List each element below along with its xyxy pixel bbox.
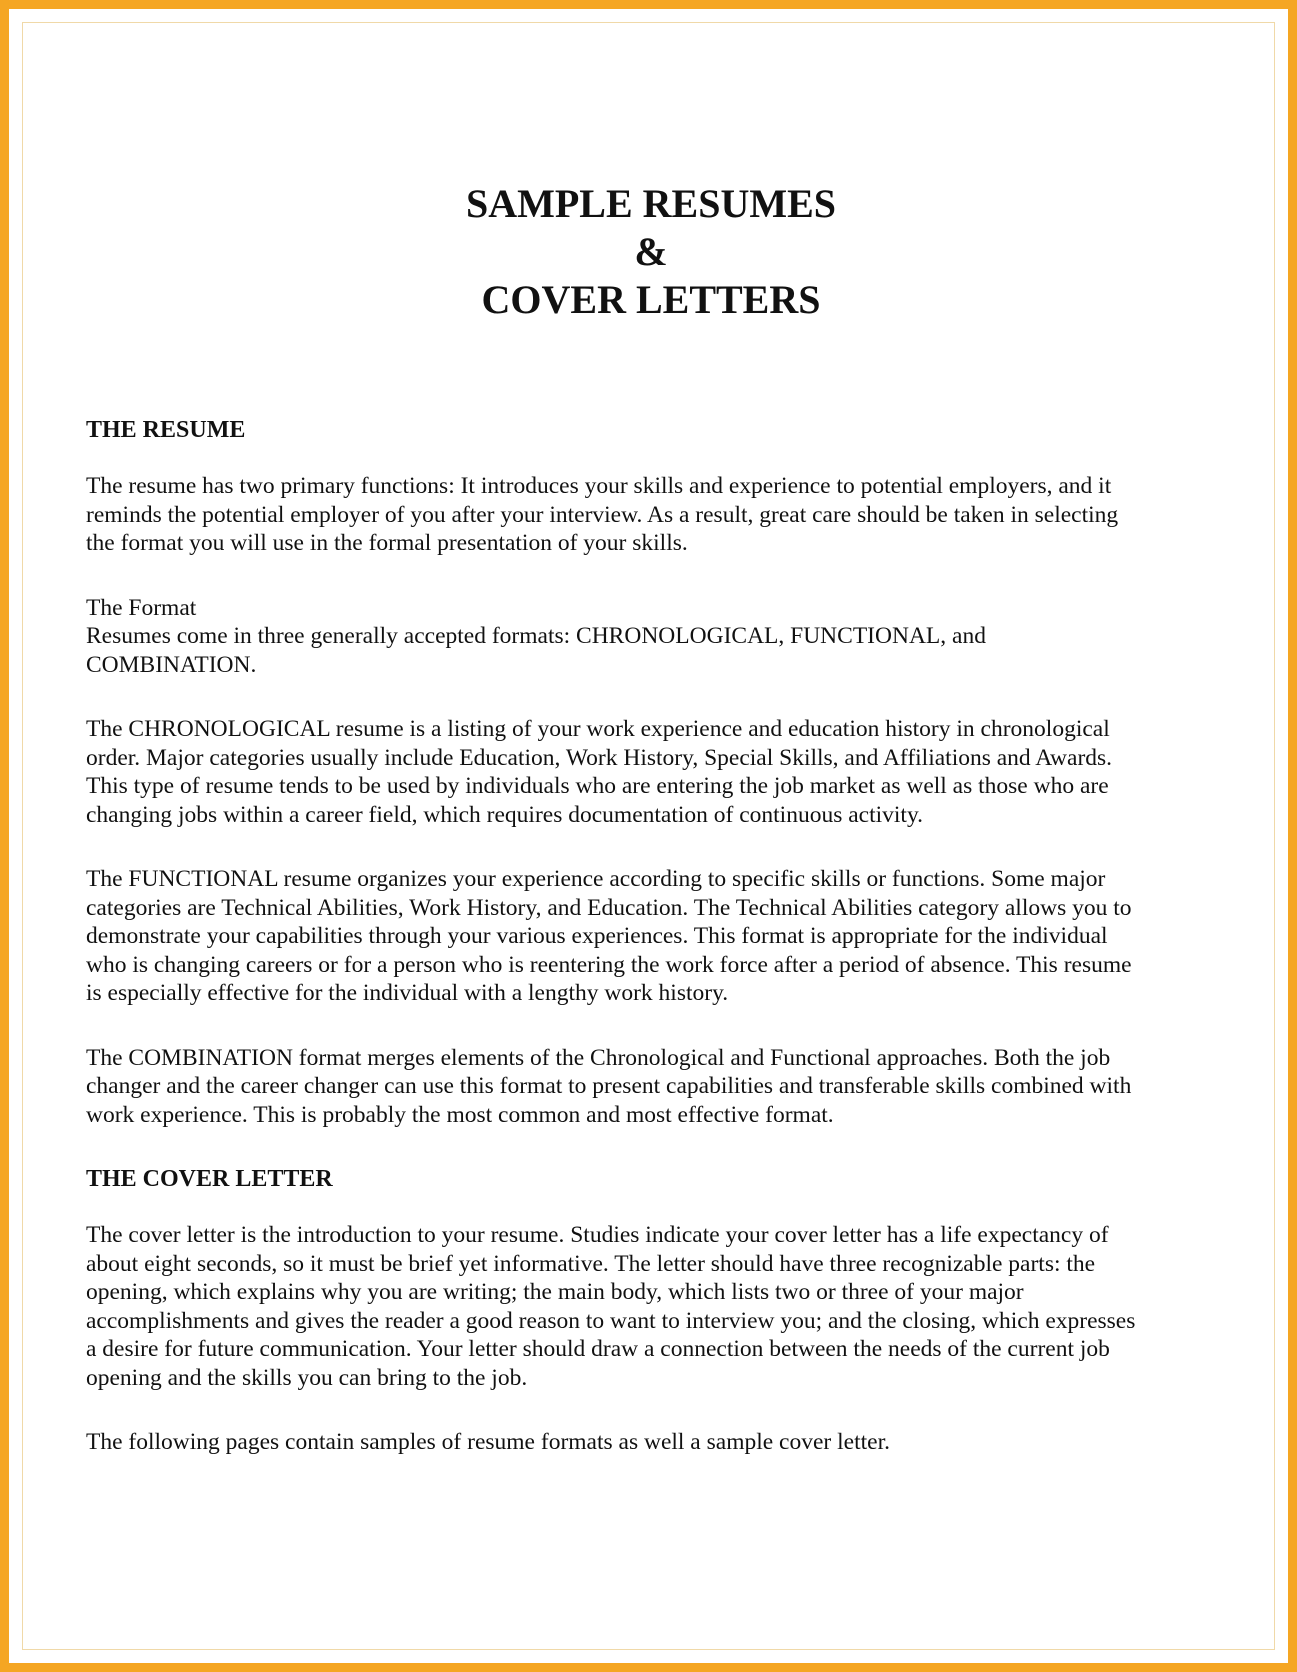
text-line: about eight seconds, so it must be brief yet informative. The letter should have three recognizable parts: the [86, 1250, 1096, 1277]
paragraph-combination [86, 1044, 1216, 1130]
paragraph-cover-letter-intro [86, 1221, 1216, 1392]
section-resume [86, 416, 1216, 1129]
text-line: is especially effective for the individual with a lengthy work history. [86, 980, 729, 1006]
document-body [86, 180, 1216, 1457]
text-line: order. Major categories usually include Education, Work History, Special Skills, and Affiliations and Awards. [86, 744, 1113, 771]
paragraph-format [86, 594, 1216, 680]
paragraph-following-pages [86, 1428, 1216, 1457]
section-cover-letter [86, 1165, 1216, 1457]
title-line-3: COVER LETTERS [481, 277, 821, 322]
text-line: reminds the potential employer of you after your interview. As a result, great care should be taken in selecting [86, 501, 1119, 528]
text-line: a desire for future communication. Your letter should draw a connection between the needs of the current job [86, 1336, 1110, 1362]
title-line-1: SAMPLE RESUMES [465, 181, 837, 226]
text-line: work experience. This is probably the most common and most effective format. [86, 1101, 834, 1128]
text-line: opening, which explains why you are writing; the main body, which lists two or three of your major [86, 1279, 1024, 1305]
document-title [86, 180, 1216, 324]
text-line: COMBINATION. [86, 651, 257, 678]
text-line: The CHRONOLOGICAL resume is a listing of your work experience and education history in chronological [86, 716, 1110, 742]
text-line: opening and the skills you can bring to the job. [86, 1364, 528, 1391]
text-line: categories are Technical Abilities, Work History, and Education. The Technical Abilities category allows you to [86, 894, 1132, 921]
title-line-2: & [634, 229, 668, 274]
section-heading-cover-letter: THE COVER LETTER [86, 1166, 333, 1192]
text-line: The FUNCTIONAL resume organizes your experience according to specific skills or functions. Some major [86, 866, 1106, 892]
text-line: changer and the career changer can use this format to present capabilities and transferable skills combined with [86, 1073, 1132, 1099]
text-line: the format you will use in the formal presentation of your skills. [86, 530, 688, 556]
section-heading-resume: THE RESUME [86, 417, 246, 443]
text-line: accomplishments and gives the reader a good reason to want to interview you; and the closing, which expresses [86, 1307, 1136, 1334]
paragraph-functional [86, 865, 1216, 1008]
text-line: The Format [86, 594, 197, 621]
text-line: The cover letter is the introduction to your resume. Studies indicate your cover letter has a life expectancy of [86, 1222, 1109, 1248]
text-line: This type of resume tends to be used by individuals who are entering the job market as well as those who are [86, 773, 1109, 799]
text-line: Resumes come in three generally accepted formats: CHRONOLOGICAL, FUNCTIONAL, and [86, 623, 986, 649]
text-line: who is changing careers or for a person who is reentering the work force after a period of absence. This resume [86, 951, 1132, 978]
text-line: changing jobs within a career field, which requires documentation of continuous activity. [86, 801, 924, 828]
paragraph-chronological [86, 715, 1216, 829]
text-line: The following pages contain samples of resume formats as well a sample cover letter. [86, 1429, 890, 1455]
text-line: demonstrate your capabilities through your various experiences. This format is appropriate for the individual [86, 923, 1108, 949]
paragraph-resume-intro [86, 472, 1216, 558]
text-line: The resume has two primary functions: It introduces your skills and experience to potential employers, and it [86, 473, 1112, 499]
text-line: The COMBINATION format merges elements of the Chronological and Functional approaches. Both the job [86, 1044, 1111, 1071]
